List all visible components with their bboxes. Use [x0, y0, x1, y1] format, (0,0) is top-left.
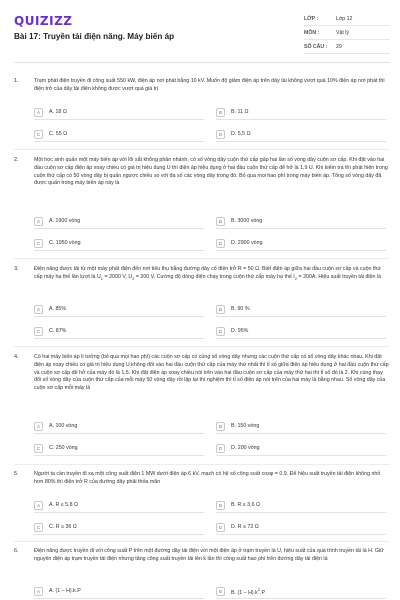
option-letter-badge: A [34, 108, 43, 117]
option-d[interactable] [216, 441, 386, 456]
option-letter-badge: A [34, 217, 43, 226]
option-b[interactable] [216, 214, 386, 229]
header-divider [14, 62, 390, 63]
option-text: B. 11 Ω [231, 109, 249, 115]
option-text: A. 85% [49, 306, 67, 312]
option-d[interactable] [216, 520, 386, 535]
option-letter-badge: A [34, 501, 43, 510]
option-letter-badge: C [34, 444, 43, 453]
option-c[interactable] [34, 441, 204, 456]
question-number: 2. [14, 157, 19, 163]
option-letter-badge: B [216, 587, 225, 596]
meta-info [304, 12, 390, 54]
option-letter-badge: D [216, 130, 225, 139]
option-letter-badge: B [216, 422, 225, 431]
option-letter-badge: C [34, 523, 43, 532]
question-divider [14, 149, 390, 150]
question-text: Một học sinh quấn một máy biến áp với lõi sắt không phân nhánh, có số vòng dây cuộn thứ cấp gấp hai lần số vòng dây cuộn sơ cấp. Khi đặt vào hai đầu cuộn sơ cấp điện áp xoay chiều có giá trị hiệu dụng U thì điện áp hiệu dụng ở hai đầu cuộn thứ cấp để hở là 1,9 U. Khi kiểm tra thì phát hiện trong cuộn thứ cấp có 50 vòng dây bị quấn ngược chiều so với đa số các vòng dây trong đó. Bỏ qua mọi hao phí trong máy biến áp. Tổng số vòng dây đã được quấn trong máy biến áp này là [34, 157, 388, 187]
option-letter-badge: A [34, 305, 43, 314]
option-letter-badge: B [216, 108, 225, 117]
meta-value: 29 [336, 43, 342, 50]
question-divider [14, 541, 390, 542]
option-text: B. $(1 - H).k^2.P$ [231, 586, 266, 596]
question-number: 4. [14, 354, 19, 360]
option-text: C. 55 Ω [49, 131, 68, 137]
option-text: A. 100 vòng [49, 423, 78, 429]
question-divider [14, 258, 390, 259]
option-a[interactable] [34, 498, 204, 513]
option-text: B. 150 vòng [231, 423, 260, 429]
option-d[interactable] [216, 127, 386, 142]
option-a[interactable] [34, 302, 204, 317]
option-letter-badge: D [216, 444, 225, 453]
option-a[interactable] [34, 419, 204, 434]
option-text: C. 1950 vòng [49, 240, 81, 246]
question-text: Điện năng được tải từ một máy phát điện đến nơi tiêu thụ bằng đường dây có điện trở R = 50 Ω. Biết điện áp giữa hai đầu cuộn sơ cấp và cuộn thứ cấp máy hạ thế lần lượt là $U_1 = 2000$ V, $U_2 = 200$ V. Cường độ dòng điện chạy trong cuộn thứ cấp máy hạ thế $I_2 = 200A$. Hiệu suất truyền tải điện là [34, 266, 382, 281]
meta-row-subject [304, 26, 390, 40]
option-c[interactable] [34, 324, 204, 339]
option-letter-badge: D [216, 239, 225, 248]
question-text: Trạm phát điện truyền đi công suất 550 kW, điện áp nơi phát bằng 10 kV. Muốn độ giảm điện áp trên dây tải không vượt quá 10% điện áp nơi phát thì điện trở của dây tải điện không được vượt quá giá trị [34, 78, 385, 92]
option-text: A. (1 – H).k.P [49, 588, 81, 594]
option-text: A. R ≤ 5,8 Ω [49, 502, 78, 508]
option-letter-badge: C [34, 130, 43, 139]
option-b[interactable] [216, 584, 386, 599]
meta-value: Vật lý [336, 29, 349, 36]
option-letter-badge: A [34, 422, 43, 431]
option-text: C. 250 vòng [49, 445, 78, 451]
option-a[interactable] [34, 584, 204, 599]
option-text: D. 5,5 Ω [231, 131, 251, 137]
option-text: B. 3000 vòng [231, 218, 263, 224]
option-text: A. 1900 vòng [49, 218, 81, 224]
option-d[interactable] [216, 324, 386, 339]
option-b[interactable] [216, 302, 386, 317]
option-b[interactable] [216, 419, 386, 434]
meta-key: LỚP : [304, 15, 319, 22]
meta-row-grade [304, 12, 390, 26]
option-c[interactable] [34, 127, 204, 142]
option-text: B. 90 % [231, 306, 250, 312]
option-c[interactable] [34, 236, 204, 251]
option-letter-badge: B [216, 217, 225, 226]
option-b[interactable] [216, 105, 386, 120]
question-text: Người ta cần truyền đi xa một công suất điện 1 MW dưới điện áp 6 kV, mạch có hệ số công suất cosφ = 0,9. Để hiệu suất truyền tải điện không nhỏ hơn 80% thì điện trở R của đường dây phải thỏa mãn [34, 471, 381, 485]
option-letter-badge: B [216, 501, 225, 510]
option-text: D. 2900 vòng [231, 240, 263, 246]
meta-value: Lớp 12 [336, 15, 353, 22]
option-text: D. R ≤ 72 Ω [231, 524, 259, 530]
question-number: 5. [14, 471, 19, 477]
question-divider [14, 464, 390, 465]
option-letter-badge: D [216, 327, 225, 336]
meta-key: MÔN : [304, 29, 320, 36]
option-text: D. 95% [231, 328, 249, 334]
option-letter-badge: C [34, 239, 43, 248]
meta-key: SỐ CÂU : [304, 43, 328, 50]
page-title: Bài 17: Truyền tải điện năng. Máy biến áp [14, 32, 175, 41]
option-text: D. 200 vòng [231, 445, 260, 451]
option-text: A. 18 Ω [49, 109, 67, 115]
option-d[interactable] [216, 236, 386, 251]
option-text: B. R ≤ 3,6 Ω [231, 502, 260, 508]
question-divider [14, 346, 390, 347]
option-text: C. 87% [49, 328, 67, 334]
option-a[interactable] [34, 105, 204, 120]
option-b[interactable] [216, 498, 386, 513]
option-a[interactable] [34, 214, 204, 229]
option-c[interactable] [34, 520, 204, 535]
quizizz-logo: QUIZIZZ [14, 14, 73, 28]
option-letter-badge: D [216, 523, 225, 532]
question-number: 6. [14, 548, 19, 554]
question-number: 3. [14, 266, 19, 272]
question-number: 1. [14, 78, 19, 84]
worksheet-header [0, 0, 400, 62]
question-text: Điện năng được truyền đi với công suất P trên một đường dây tải điện với một điện áp ở trạm truyền là U, hiệu suất của quá trình truyền tải là H. Giữ nguyên điện áp trạm truyền tải điện nhưng tăng công suất truyền tải lên k lần thì công suất hao phí trên đường dây tải điện là [34, 548, 384, 562]
option-letter-badge: B [216, 305, 225, 314]
option-letter-badge: A [34, 587, 43, 596]
question-text: Có hai máy biến áp lí tưởng (bỏ qua mọi hao phí) các cuộn sơ cấp có cùng số vòng dây nhưng các cuộn thứ cấp có số vòng dây khác nhau. Khi đặt điện áp xoay chiều có giá trị hiệu dụng U không đổi vào hai đầu cuộn thứ cấp của máy thứ nhất thì tỉ số giữa điện áp hiệu dụng ở hai đầu cuộn thứ cấp và cuộn sơ cấp để hở của máy đó là 1,5. Khi đặt điện áp xoay chiều nói trên vào hai đầu cuộn sơ cấp của máy thứ hai thì tỉ số đó là 2. Khi cùng thay đổi số vòng dây của cuộn thứ cấp của mỗi máy 50 vòng dây rồi lặp lại thí nghiệm thì tỉ số điện áp nói trên của hai máy là bằng nhau. Số vòng dây của cuộn sơ cấp mỗi máy là [34, 354, 389, 392]
meta-row-count [304, 40, 390, 54]
option-letter-badge: C [34, 327, 43, 336]
option-text: C. R ≤ 36 Ω [49, 524, 77, 530]
